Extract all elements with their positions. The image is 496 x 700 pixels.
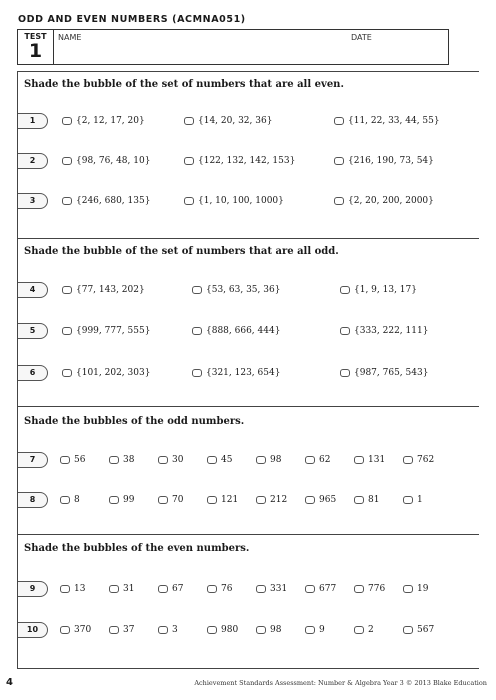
option-label: 19 — [417, 584, 429, 594]
option-label: {333, 222, 111} — [354, 326, 429, 336]
answer-option[interactable] — [158, 492, 183, 508]
answer-bubble[interactable] — [192, 286, 202, 294]
answer-bubble[interactable] — [192, 327, 202, 335]
option-label: 81 — [368, 495, 380, 505]
option-label: 98 — [270, 455, 282, 465]
question-number: 2 — [18, 153, 48, 169]
answer-option[interactable] — [207, 452, 232, 468]
answer-option[interactable] — [62, 113, 145, 129]
option-label: {2, 12, 17, 20} — [76, 116, 145, 126]
answer-option[interactable] — [60, 492, 80, 508]
option-label: 8 — [74, 495, 80, 505]
option-label: 37 — [123, 625, 135, 635]
answer-option[interactable] — [109, 452, 134, 468]
section-instruction: Shade the bubble of the set of numbers that are all even. — [24, 79, 344, 90]
test-header — [17, 29, 449, 65]
answer-option[interactable] — [340, 365, 428, 381]
option-label: {246, 680, 135} — [76, 196, 151, 206]
section-instruction: Shade the bubble of the set of numbers that are all odd. — [24, 246, 339, 257]
answer-option[interactable] — [354, 622, 374, 638]
option-label: {101, 202, 303} — [76, 368, 151, 378]
answer-option[interactable] — [158, 581, 183, 597]
test-number: 1 — [28, 40, 43, 62]
answer-bubble[interactable] — [158, 585, 168, 593]
answer-option[interactable] — [109, 622, 134, 638]
option-label: 370 — [74, 625, 92, 635]
answer-bubble[interactable] — [62, 369, 72, 377]
option-label: 99 — [123, 495, 135, 505]
answer-option[interactable] — [256, 581, 287, 597]
answer-option[interactable] — [192, 282, 280, 298]
answer-bubble[interactable] — [354, 456, 364, 464]
answer-option[interactable] — [340, 323, 428, 339]
option-label: {2, 20, 200, 2000} — [348, 196, 434, 206]
answer-option[interactable] — [62, 193, 150, 209]
option-label: 98 — [270, 625, 282, 635]
date-field-label: DATE — [351, 33, 372, 42]
answer-bubble[interactable] — [403, 585, 413, 593]
answer-bubble[interactable] — [305, 626, 315, 634]
option-label: 62 — [319, 455, 331, 465]
answer-bubble[interactable] — [62, 327, 72, 335]
option-label: 331 — [270, 584, 288, 594]
answer-option[interactable] — [184, 113, 272, 129]
page-number: 4 — [6, 677, 13, 688]
answer-option[interactable] — [340, 282, 417, 298]
answer-option[interactable] — [109, 581, 134, 597]
answer-option[interactable] — [354, 452, 385, 468]
option-label: 38 — [123, 455, 135, 465]
option-label: 677 — [319, 584, 337, 594]
answer-option[interactable] — [207, 492, 238, 508]
answer-bubble[interactable] — [62, 117, 72, 125]
answer-bubble[interactable] — [334, 157, 344, 165]
answer-option[interactable] — [109, 492, 134, 508]
option-label: {888, 666, 444} — [206, 326, 281, 336]
answer-bubble[interactable] — [340, 369, 350, 377]
answer-bubble[interactable] — [207, 626, 217, 634]
answer-bubble[interactable] — [62, 197, 72, 205]
option-label: 30 — [172, 455, 184, 465]
option-label: 56 — [74, 455, 86, 465]
answer-option[interactable] — [403, 492, 423, 508]
answer-option[interactable] — [354, 581, 385, 597]
question-number: 6 — [18, 365, 48, 381]
option-label: {53, 63, 35, 36} — [206, 285, 281, 295]
answer-bubble[interactable] — [62, 286, 72, 294]
page-footer — [0, 677, 496, 691]
option-label: {98, 76, 48, 10} — [76, 156, 151, 166]
answer-option[interactable] — [62, 153, 150, 169]
option-label: 31 — [123, 584, 135, 594]
answer-option[interactable] — [403, 581, 428, 597]
answer-option[interactable] — [62, 365, 150, 381]
question-area — [17, 71, 479, 669]
option-label: 9 — [319, 625, 325, 635]
answer-option[interactable] — [403, 622, 434, 638]
option-label: 76 — [221, 584, 233, 594]
question-number: 7 — [18, 452, 48, 468]
section-instruction: Shade the bubbles of the odd numbers. — [24, 416, 245, 427]
question-number: 4 — [18, 282, 48, 298]
section-all-odd — [18, 238, 479, 406]
footer-copyright: Achievement Standards Assessment: Number & Algebra Year 3 © 2013 Blake Education — [194, 679, 487, 687]
answer-bubble[interactable] — [354, 585, 364, 593]
page-heading: ODD AND EVEN NUMBERS (ACMNA051) — [18, 14, 246, 25]
option-label: {1, 10, 100, 1000} — [198, 196, 284, 206]
option-label: 67 — [172, 584, 184, 594]
answer-option[interactable] — [305, 452, 330, 468]
option-label: 980 — [221, 625, 239, 635]
option-label: 1 — [417, 495, 423, 505]
question-number: 9 — [18, 581, 48, 597]
answer-option[interactable] — [60, 452, 85, 468]
option-label: {1, 9, 13, 17} — [354, 285, 417, 295]
answer-bubble[interactable] — [184, 157, 194, 165]
answer-bubble[interactable] — [109, 456, 119, 464]
answer-bubble[interactable] — [60, 496, 70, 504]
answer-bubble[interactable] — [158, 456, 168, 464]
answer-option[interactable] — [192, 323, 280, 339]
option-label: 2 — [368, 625, 374, 635]
answer-bubble[interactable] — [60, 585, 70, 593]
answer-option[interactable] — [256, 452, 281, 468]
option-label: {987, 765, 543} — [354, 368, 429, 378]
answer-bubble[interactable] — [305, 456, 315, 464]
option-label: 45 — [221, 455, 233, 465]
question-number: 10 — [18, 622, 48, 638]
answer-option[interactable] — [334, 153, 434, 169]
answer-bubble[interactable] — [207, 496, 217, 504]
answer-option[interactable] — [158, 622, 178, 638]
answer-option[interactable] — [207, 581, 232, 597]
answer-option[interactable] — [62, 282, 145, 298]
section-all-even — [18, 72, 479, 238]
option-label: {14, 20, 32, 36} — [198, 116, 273, 126]
answer-bubble[interactable] — [109, 585, 119, 593]
answer-bubble[interactable] — [192, 369, 202, 377]
answer-option[interactable] — [403, 452, 434, 468]
option-label: 3 — [172, 625, 178, 635]
option-label: {999, 777, 555} — [76, 326, 151, 336]
answer-bubble[interactable] — [158, 496, 168, 504]
option-label: 131 — [368, 455, 386, 465]
option-label: {216, 190, 73, 54} — [348, 156, 434, 166]
answer-option[interactable] — [207, 622, 238, 638]
answer-bubble[interactable] — [354, 496, 364, 504]
option-label: 776 — [368, 584, 386, 594]
answer-bubble[interactable] — [256, 626, 266, 634]
answer-bubble[interactable] — [354, 626, 364, 634]
option-label: 13 — [74, 584, 86, 594]
answer-bubble[interactable] — [60, 456, 70, 464]
answer-option[interactable] — [305, 581, 336, 597]
answer-bubble[interactable] — [60, 626, 70, 634]
answer-bubble[interactable] — [158, 626, 168, 634]
option-label: 965 — [319, 495, 337, 505]
option-label: 212 — [270, 495, 288, 505]
answer-bubble[interactable] — [334, 117, 344, 125]
answer-bubble[interactable] — [403, 626, 413, 634]
answer-bubble[interactable] — [256, 456, 266, 464]
name-field-label: NAME — [58, 33, 82, 42]
answer-option[interactable] — [354, 492, 379, 508]
section-even-numbers — [18, 534, 479, 670]
answer-option[interactable] — [334, 193, 434, 209]
answer-option[interactable] — [256, 492, 287, 508]
answer-bubble[interactable] — [305, 496, 315, 504]
question-number: 3 — [18, 193, 48, 209]
answer-bubble[interactable] — [340, 327, 350, 335]
answer-bubble[interactable] — [256, 585, 266, 593]
answer-bubble[interactable] — [256, 496, 266, 504]
answer-bubble[interactable] — [207, 585, 217, 593]
answer-bubble[interactable] — [334, 197, 344, 205]
answer-option[interactable] — [60, 581, 85, 597]
answer-option[interactable] — [256, 622, 281, 638]
answer-option[interactable] — [305, 492, 336, 508]
answer-bubble[interactable] — [305, 585, 315, 593]
question-number: 1 — [18, 113, 48, 129]
option-label: 70 — [172, 495, 184, 505]
answer-bubble[interactable] — [403, 456, 413, 464]
answer-bubble[interactable] — [62, 157, 72, 165]
answer-bubble[interactable] — [109, 626, 119, 634]
answer-option[interactable] — [334, 113, 440, 129]
test-number-box — [18, 30, 54, 64]
section-instruction: Shade the bubbles of the even numbers. — [24, 543, 250, 554]
answer-bubble[interactable] — [403, 496, 413, 504]
answer-option[interactable] — [305, 622, 325, 638]
answer-bubble[interactable] — [184, 197, 194, 205]
option-label: {77, 143, 202} — [76, 285, 145, 295]
section-odd-numbers — [18, 406, 479, 534]
option-label: {11, 22, 33, 44, 55} — [348, 116, 440, 126]
answer-option[interactable] — [62, 323, 150, 339]
answer-bubble[interactable] — [109, 496, 119, 504]
option-label: 762 — [417, 455, 435, 465]
answer-option[interactable] — [60, 622, 91, 638]
option-label: {321, 123, 654} — [206, 368, 281, 378]
answer-bubble[interactable] — [340, 286, 350, 294]
question-number: 8 — [18, 492, 48, 508]
answer-bubble[interactable] — [207, 456, 217, 464]
answer-option[interactable] — [192, 365, 280, 381]
question-number: 5 — [18, 323, 48, 339]
answer-option[interactable] — [184, 153, 295, 169]
answer-option[interactable] — [158, 452, 183, 468]
answer-bubble[interactable] — [184, 117, 194, 125]
test-label: TEST — [24, 32, 47, 41]
option-label: 121 — [221, 495, 239, 505]
answer-option[interactable] — [184, 193, 284, 209]
option-label: 567 — [417, 625, 435, 635]
option-label: {122, 132, 142, 153} — [198, 156, 296, 166]
